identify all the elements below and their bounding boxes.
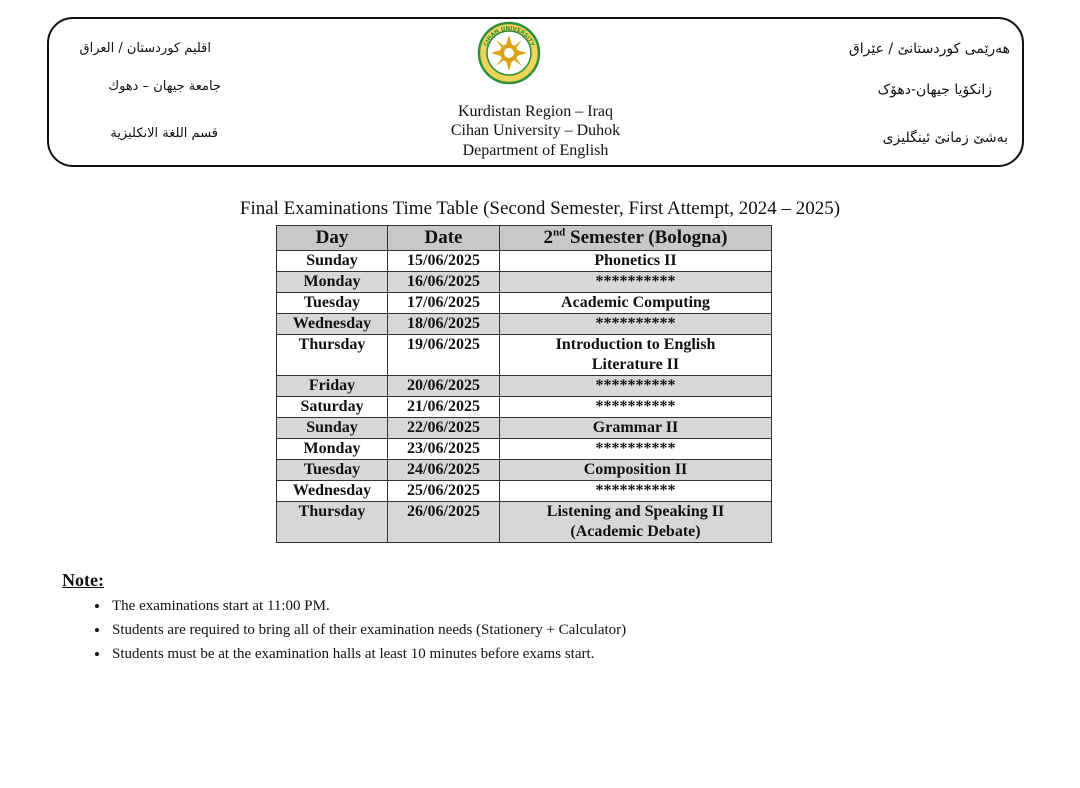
table-row: [277, 293, 772, 314]
letterhead-frame: [47, 17, 1024, 167]
date-cell: 15/06/2025: [388, 251, 500, 272]
table-row: [277, 376, 772, 397]
subject-line: **********: [595, 315, 676, 332]
subject-line: Introduction to English: [555, 336, 716, 353]
day-cell: Sunday: [277, 418, 388, 439]
subject-line: Composition II: [583, 461, 688, 478]
day-cell: Monday: [277, 272, 388, 293]
subject-cell: [500, 335, 772, 376]
english-region-line: Kurdistan Region – Iraq: [457, 103, 614, 120]
date-cell: 17/06/2025: [388, 293, 500, 314]
date-cell: 16/06/2025: [388, 272, 500, 293]
subject-cell: [500, 272, 772, 293]
subject-cell: [500, 481, 772, 502]
date-cell: 24/06/2025: [388, 460, 500, 481]
subject-cell: [500, 376, 772, 397]
subject-line-continued: Literature II: [591, 356, 680, 373]
arabic-region-line: اقليم كوردستان / العراق: [79, 41, 211, 56]
subject-line: **********: [595, 273, 676, 290]
note-heading: Note:: [62, 570, 104, 590]
column-header-subject: [500, 226, 772, 251]
subject-line: Phonetics II: [594, 252, 677, 269]
subject-line-continued: (Academic Debate): [570, 523, 701, 540]
column-header-date: Date: [388, 226, 500, 251]
table-row: [277, 502, 772, 543]
english-department-line: Department of English: [462, 142, 609, 159]
exam-timetable: [276, 225, 772, 543]
subject-cell: [500, 418, 772, 439]
column-header-day: Day: [277, 226, 388, 251]
date-cell: 23/06/2025: [388, 439, 500, 460]
date-cell: 19/06/2025: [388, 335, 500, 376]
column-header-subject-text: Semester (Bologna): [565, 227, 728, 248]
kurdish-region-line: هەرێمی کوردستانێ / عێراق: [848, 41, 1010, 57]
kurdish-department-line: بەشێ زمانێ ئینگلیزی: [882, 130, 1008, 146]
table-header-row: [277, 226, 772, 251]
date-cell: 18/06/2025: [388, 314, 500, 335]
day-cell: Wednesday: [277, 481, 388, 502]
note-item: • Students must be at the examination halls at least 10 minutes before exams start.: [110, 642, 626, 666]
table-row: [277, 251, 772, 272]
column-header-subject-suffix: nd: [553, 226, 566, 239]
subject-line: **********: [595, 482, 676, 499]
note-item: • Students are required to bring all of their examination needs (Stationery + Calculator): [110, 618, 626, 642]
day-cell: Thursday: [277, 335, 388, 376]
timetable-body: [277, 251, 772, 543]
subject-cell: [500, 314, 772, 335]
day-cell: Wednesday: [277, 314, 388, 335]
table-row: [277, 314, 772, 335]
subject-line: **********: [595, 398, 676, 415]
timetable-title: Final Examinations Time Table (Second Semester, First Attempt, 2024 – 2025): [239, 198, 841, 219]
english-university-line: Cihan University – Duhok: [450, 122, 621, 139]
day-cell: Thursday: [277, 502, 388, 543]
day-cell: Saturday: [277, 397, 388, 418]
day-cell: Sunday: [277, 251, 388, 272]
notes-list: [90, 594, 626, 666]
arabic-university-line: جامعة جيهان – دهوك: [108, 79, 221, 94]
subject-cell: [500, 293, 772, 314]
subject-line: **********: [595, 440, 676, 457]
subject-cell: [500, 460, 772, 481]
table-row: [277, 481, 772, 502]
column-header-subject-number: 2: [543, 227, 554, 248]
day-cell: Friday: [277, 376, 388, 397]
date-cell: 20/06/2025: [388, 376, 500, 397]
subject-cell: [500, 397, 772, 418]
subject-line: Grammar II: [592, 419, 679, 436]
table-row: [277, 439, 772, 460]
note-item: • The examinations start at 11:00 PM.: [110, 594, 626, 618]
day-cell: Monday: [277, 439, 388, 460]
university-seal-logo: [477, 21, 541, 85]
date-cell: 25/06/2025: [388, 481, 500, 502]
seal-text: CIHAN UNIVERSITY: [483, 25, 535, 48]
arabic-department-line: قسم اللغة الانكليزية: [110, 126, 218, 141]
subject-line: Listening and Speaking II: [546, 503, 725, 520]
table-row: [277, 272, 772, 293]
day-cell: Tuesday: [277, 293, 388, 314]
kurdish-university-line: زانکۆیا جیهان-دهۆک: [877, 82, 992, 98]
date-cell: 21/06/2025: [388, 397, 500, 418]
subject-cell: [500, 439, 772, 460]
subject-cell: [500, 251, 772, 272]
table-row: [277, 397, 772, 418]
table-row: [277, 335, 772, 376]
date-cell: 26/06/2025: [388, 502, 500, 543]
subject-cell: [500, 502, 772, 543]
date-cell: 22/06/2025: [388, 418, 500, 439]
day-cell: Tuesday: [277, 460, 388, 481]
subject-line: **********: [595, 377, 676, 394]
table-row: [277, 460, 772, 481]
subject-line: Academic Computing: [561, 294, 710, 311]
table-row: [277, 418, 772, 439]
